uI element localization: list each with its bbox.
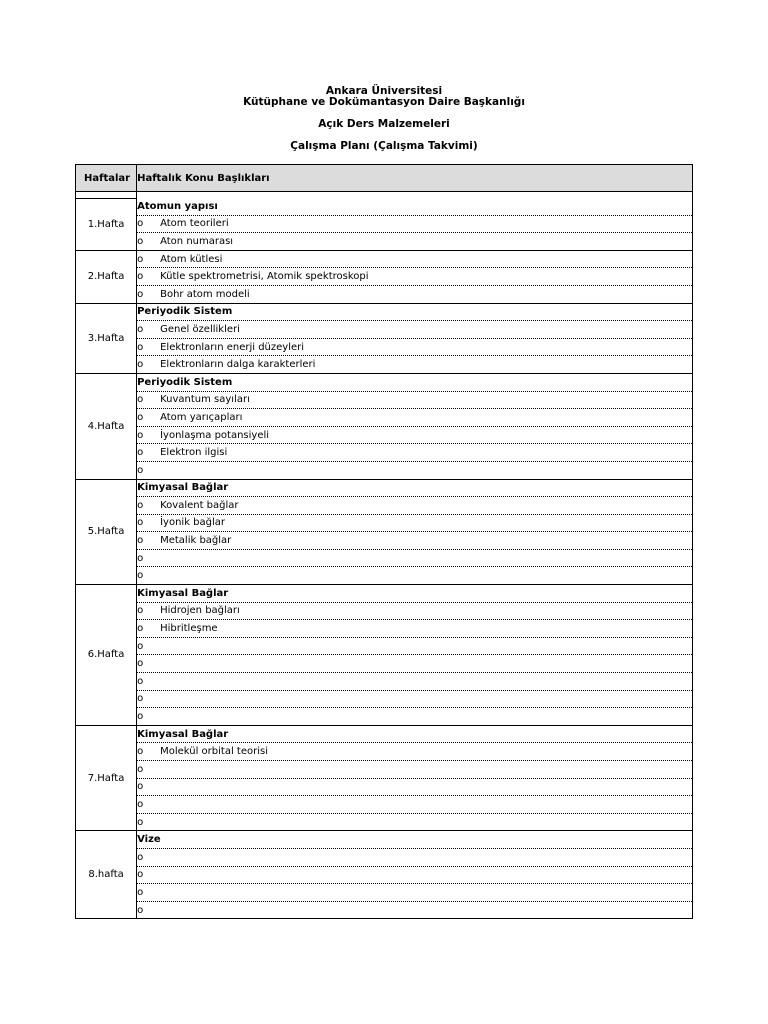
week-topic-row	[76, 233, 693, 251]
week-topic-row	[76, 444, 693, 462]
topic-item	[137, 233, 693, 251]
week-topic-row	[76, 356, 693, 374]
topic-item	[137, 250, 693, 268]
week-topic-row	[76, 321, 693, 339]
week-topic-row	[76, 250, 693, 268]
bullet-marker: o	[137, 763, 144, 775]
topic-item	[137, 461, 693, 479]
week-section-title: Periyodik Sistem	[137, 373, 693, 391]
topic-item	[137, 409, 693, 427]
topic-item	[137, 356, 693, 374]
week-label: 8.hafta	[76, 831, 137, 919]
topic-item	[137, 848, 693, 866]
topic-text: Kovalent bağlar	[160, 499, 239, 511]
bullet-marker: o	[137, 605, 144, 617]
topic-item	[137, 391, 693, 409]
topic-text: Kuvantum sayıları	[160, 394, 250, 406]
topic-item	[137, 426, 693, 444]
week-topic-row	[76, 690, 693, 708]
topic-text: Hibritleşme	[160, 623, 218, 635]
study-plan-table	[75, 164, 693, 919]
week-section-title: Kimyasal Bağlar	[137, 725, 693, 743]
week-topic-row	[76, 497, 693, 515]
bullet-marker: o	[137, 271, 144, 283]
week-topic-row	[76, 673, 693, 691]
topic-text: Bohr atom modeli	[160, 288, 250, 300]
week-topic-row	[76, 831, 693, 849]
topic-item	[137, 215, 693, 233]
week-topic-row	[76, 514, 693, 532]
topic-text: Aton numarası	[160, 235, 234, 247]
week-topic-row	[76, 338, 693, 356]
bullet-marker: o	[137, 218, 144, 230]
topic-text: Atom teorileri	[160, 218, 229, 230]
bullet-marker: o	[137, 658, 144, 670]
week-label: 2.Hafta	[76, 250, 137, 303]
week-topic-row	[76, 303, 693, 321]
topic-text: Metalik bağlar	[160, 535, 232, 547]
topic-item	[137, 655, 693, 673]
topic-item	[137, 761, 693, 779]
topic-item	[137, 321, 693, 339]
bullet-marker: o	[137, 869, 144, 881]
week-section-title: Atomun yapısı	[137, 198, 693, 215]
topic-text: Elektronların dalga karakterleri	[160, 359, 316, 371]
week-topic-row	[76, 602, 693, 620]
bullet-marker: o	[137, 886, 144, 898]
week-section-title: Periyodik Sistem	[137, 303, 693, 321]
week-topic-row	[76, 620, 693, 638]
topic-item	[137, 497, 693, 515]
week-topic-row	[76, 567, 693, 585]
document-header	[0, 86, 768, 152]
bullet-marker: o	[137, 323, 144, 335]
week-topic-row	[76, 813, 693, 831]
week-topic-row	[76, 848, 693, 866]
weeks-column-header: Haftalar	[76, 165, 137, 192]
bullet-marker: o	[137, 517, 144, 529]
week-topic-row	[76, 866, 693, 884]
week-topic-row	[76, 373, 693, 391]
week-topic-row	[76, 549, 693, 567]
week-topic-row	[76, 637, 693, 655]
week-topic-row	[76, 532, 693, 550]
bullet-marker: o	[137, 359, 144, 371]
topic-item	[137, 866, 693, 884]
topic-item	[137, 901, 693, 919]
bullet-marker: o	[137, 394, 144, 406]
week-topic-row	[76, 479, 693, 497]
bullet-marker: o	[137, 904, 144, 916]
week-topic-row	[76, 426, 693, 444]
week-topic-row	[76, 585, 693, 603]
week-topic-row	[76, 725, 693, 743]
week-topic-row	[76, 215, 693, 233]
topic-text: Molekül orbital teorisi	[160, 746, 268, 758]
topic-item	[137, 778, 693, 796]
topic-item	[137, 690, 693, 708]
topic-item	[137, 637, 693, 655]
week-label: 3.Hafta	[76, 303, 137, 373]
topics-column-header: Haftalık Konu Başlıkları	[137, 165, 693, 192]
topic-text: İyonik bağlar	[160, 517, 226, 529]
department-name: Kütüphane ve Dokümantasyon Daire Başkanlığı	[243, 96, 525, 108]
bullet-marker: o	[137, 675, 144, 687]
bullet-marker: o	[137, 746, 144, 758]
topic-item	[137, 743, 693, 761]
week-topic-row	[76, 409, 693, 427]
topic-item	[137, 285, 693, 303]
topic-text: Atom kütlesi	[160, 253, 223, 265]
week-topic-row	[76, 708, 693, 726]
topic-item	[137, 532, 693, 550]
week-topic-row	[76, 655, 693, 673]
week-topic-row	[76, 778, 693, 796]
bullet-marker: o	[137, 816, 144, 828]
bullet-marker: o	[137, 288, 144, 300]
week-section-title: Vize	[137, 831, 693, 849]
topic-item	[137, 673, 693, 691]
topic-item	[137, 549, 693, 567]
bullet-marker: o	[137, 798, 144, 810]
university-name: Ankara Üniversitesi	[325, 85, 443, 97]
bullet-marker: o	[137, 411, 144, 423]
bullet-marker: o	[137, 570, 144, 582]
bullet-marker: o	[137, 623, 144, 635]
week-section-title: Kimyasal Bağlar	[137, 479, 693, 497]
bullet-marker: o	[137, 693, 144, 705]
topic-item	[137, 813, 693, 831]
topic-item	[137, 708, 693, 726]
bullet-marker: o	[137, 464, 144, 476]
week-topic-row	[76, 901, 693, 919]
bullet-marker: o	[137, 552, 144, 564]
topic-item	[137, 567, 693, 585]
bullet-marker: o	[137, 235, 144, 247]
topic-item	[137, 444, 693, 462]
topic-text: Kütle spektrometrisi, Atomik spektroskopi	[160, 271, 369, 283]
topic-text: Elektron ilgisi	[160, 447, 228, 459]
week-topic-row	[76, 743, 693, 761]
bullet-marker: o	[137, 781, 144, 793]
bullet-marker: o	[137, 429, 144, 441]
bullet-marker: o	[137, 640, 144, 652]
week-label: 7.Hafta	[76, 725, 137, 831]
week-topic-row	[76, 884, 693, 902]
week-label: 4.Hafta	[76, 373, 137, 479]
week-section-title: Kimyasal Bağlar	[137, 585, 693, 603]
week-topic-row	[76, 268, 693, 286]
topic-text: Genel özellikleri	[160, 323, 240, 335]
week-label: 1.Hafta	[76, 198, 137, 250]
week-topic-row	[76, 761, 693, 779]
week-topic-row	[76, 198, 693, 215]
bullet-marker: o	[137, 499, 144, 511]
topic-text: Atom yarıçapları	[160, 411, 243, 423]
study-plan-title: Çalışma Planı (Çalışma Takvimi)	[290, 140, 478, 152]
topic-text: Elektronların enerji düzeyleri	[160, 341, 305, 353]
week-topic-row	[76, 796, 693, 814]
topic-item	[137, 338, 693, 356]
bullet-marker: o	[137, 711, 144, 723]
week-topic-row	[76, 461, 693, 479]
bullet-marker: o	[137, 253, 144, 265]
study-plan-body	[76, 192, 693, 919]
course-materials-title: Açık Ders Malzemeleri	[318, 118, 450, 130]
topic-item	[137, 602, 693, 620]
bullet-marker: o	[137, 535, 144, 547]
bullet-marker: o	[137, 447, 144, 459]
topic-item	[137, 620, 693, 638]
topic-text: Hidrojen bağları	[160, 605, 240, 617]
topic-text: İyonlaşma potansiyeli	[160, 429, 270, 441]
topic-item	[137, 796, 693, 814]
week-topic-row	[76, 391, 693, 409]
bullet-marker: o	[137, 851, 144, 863]
week-label: 5.Hafta	[76, 479, 137, 585]
week-topic-row	[76, 285, 693, 303]
table-header-row	[76, 165, 693, 192]
topic-item	[137, 514, 693, 532]
topic-item	[137, 268, 693, 286]
bullet-marker: o	[137, 341, 144, 353]
topic-item	[137, 884, 693, 902]
week-label: 6.Hafta	[76, 585, 137, 726]
